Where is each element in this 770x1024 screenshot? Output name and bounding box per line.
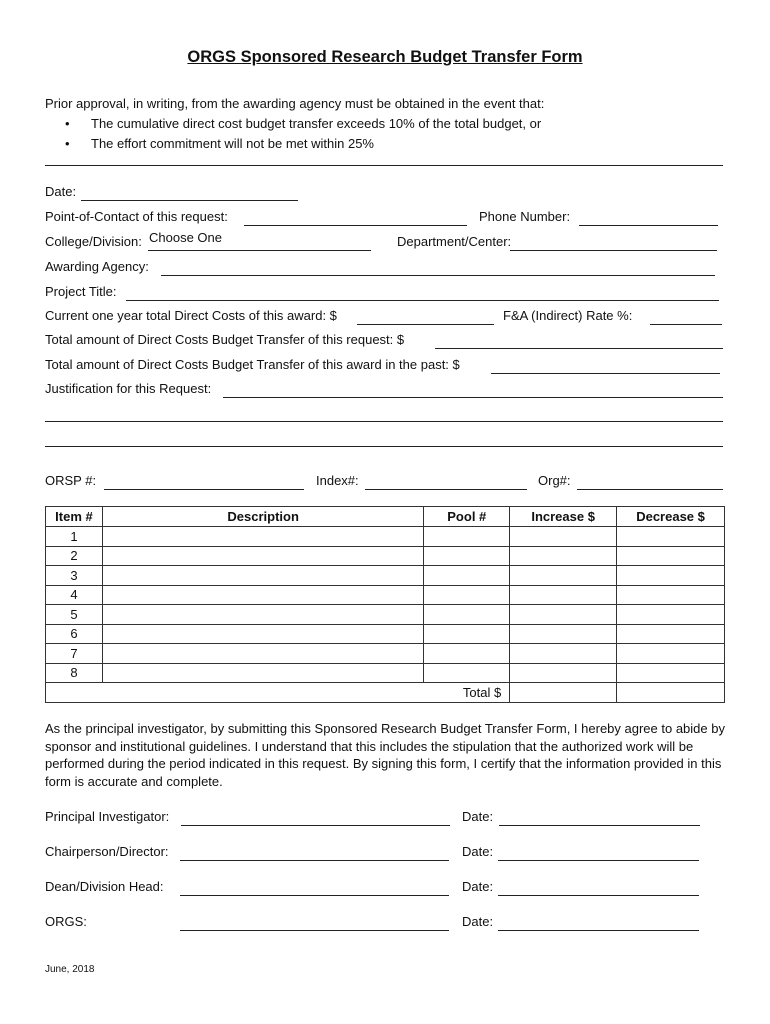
total-increase-cell[interactable] [510,683,617,703]
description-cell[interactable] [102,605,423,625]
signature-date-label: Date: [462,844,494,859]
orgs-date-field[interactable] [498,930,699,931]
signature-label: ORGS: [45,914,87,929]
department-field[interactable] [510,250,717,251]
pi-date-field[interactable] [499,825,700,826]
header-pool: Pool # [424,507,510,527]
org-field[interactable] [577,489,723,490]
budget-items-table [45,506,725,703]
description-cell[interactable] [102,566,423,586]
increase-cell[interactable] [510,624,617,644]
orgs-signature-field[interactable] [180,930,449,931]
transfer-request-label: Total amount of Direct Costs Budget Transfer of this request: $ [45,332,405,347]
table-row [46,644,725,664]
department-label: Department/Center: [397,234,512,249]
increase-cell[interactable] [510,527,617,547]
description-cell[interactable] [102,585,423,605]
footer-date: June, 2018 [45,964,95,975]
signature-label: Dean/Division Head: [45,879,164,894]
justification-field[interactable] [223,397,723,398]
phone-field[interactable] [579,225,718,226]
pool-cell[interactable] [424,546,510,566]
item-number: 6 [46,624,103,644]
orsp-label: ORSP #: [45,473,97,488]
transfer-past-label: Total amount of Direct Costs Budget Transfer of this award in the past: $ [45,357,460,372]
item-number: 4 [46,585,103,605]
item-number: 3 [46,566,103,586]
table-total-row [46,683,725,703]
total-label: Total $ [46,683,510,703]
total-decrease-cell[interactable] [617,683,725,703]
item-number: 8 [46,663,103,683]
item-number: 2 [46,546,103,566]
agency-label: Awarding Agency: [45,259,149,274]
item-number: 7 [46,644,103,664]
decrease-cell[interactable] [617,663,725,683]
signature-row [45,809,725,829]
bullet-item [65,114,541,134]
decrease-cell[interactable] [617,605,725,625]
pool-cell[interactable] [424,605,510,625]
project-label: Project Title: [45,284,117,299]
dean-date-field[interactable] [498,895,699,896]
signature-date-label: Date: [462,879,494,894]
table-row [46,663,725,683]
decrease-cell[interactable] [617,546,725,566]
transfer-past-row [45,357,725,377]
decrease-cell[interactable] [617,566,725,586]
agency-row [45,259,725,279]
item-number: 5 [46,605,103,625]
header-description: Description [102,507,423,527]
decrease-cell[interactable] [617,585,725,605]
description-cell[interactable] [102,644,423,664]
justification-line-3[interactable] [45,446,723,447]
bullet-icon: • [65,136,70,151]
college-field-line [148,250,371,251]
table-header-row [46,507,725,527]
pi-signature-field[interactable] [181,825,450,826]
transfer-past-field[interactable] [491,373,720,374]
header-item: Item # [46,507,103,527]
decrease-cell[interactable] [617,644,725,664]
college-row [45,230,725,254]
direct-costs-label: Current one year total Direct Costs of this award: $ [45,308,337,323]
pool-cell[interactable] [424,663,510,683]
signature-row [45,844,725,864]
table-row [46,624,725,644]
description-cell[interactable] [102,624,423,644]
pool-cell[interactable] [424,644,510,664]
pool-cell[interactable] [424,585,510,605]
account-row [45,473,725,493]
decrease-cell[interactable] [617,527,725,547]
chair-date-field[interactable] [498,860,699,861]
fa-rate-label: F&A (Indirect) Rate %: [503,308,633,323]
decrease-cell[interactable] [617,624,725,644]
justification-row [45,381,725,401]
header-decrease: Decrease $ [617,507,725,527]
bullet-icon: • [65,116,70,131]
dean-signature-field[interactable] [180,895,449,896]
bullet-text: The effort commitment will not be met within 25% [91,136,374,151]
direct-costs-row [45,308,725,328]
item-number: 1 [46,527,103,547]
header-increase: Increase $ [510,507,617,527]
phone-label: Phone Number: [479,209,571,224]
increase-cell[interactable] [510,663,617,683]
description-cell[interactable] [102,663,423,683]
pool-cell[interactable] [424,624,510,644]
poc-label: Point-of-Contact of this request: [45,209,228,224]
justification-label: Justification for this Request: [45,381,212,396]
pool-cell[interactable] [424,527,510,547]
signature-date-label: Date: [462,809,494,824]
date-row [45,184,725,204]
table-row [46,527,725,547]
poc-row [45,209,725,229]
table-row [46,546,725,566]
orsp-field[interactable] [104,489,304,490]
form-title-text: ORGS Sponsored Research Budget Transfer Form [187,48,583,66]
poc-field[interactable] [244,225,467,226]
index-label: Index#: [316,473,359,488]
increase-cell[interactable] [510,605,617,625]
index-field[interactable] [365,489,527,490]
bullet-item [65,134,374,154]
increase-cell[interactable] [510,566,617,586]
section-divider [45,165,723,166]
signature-label: Principal Investigator: [45,809,170,824]
agreement-text: As the principal investigator, by submitting this Sponsored Research Budget Transfer Form, I hereby agree to abide by sponsor and institutional guidelines. I understand that this includes the stipulation that the authorized work will be performed during the period indicated in this request. By signing this form, I certify that the information provided in this form is accurate and complete. [45,721,725,789]
description-cell[interactable] [102,546,423,566]
signature-row [45,879,725,899]
justification-line-2[interactable] [45,421,723,422]
direct-costs-field[interactable] [357,324,494,325]
transfer-request-field[interactable] [435,348,723,349]
form-title [0,48,770,67]
increase-cell[interactable] [510,644,617,664]
college-select[interactable]: Choose One [149,230,222,245]
increase-cell[interactable] [510,546,617,566]
org-label: Org#: [538,473,571,488]
table-row [46,605,725,625]
chair-signature-field[interactable] [180,860,449,861]
table-row [46,566,725,586]
project-field[interactable] [126,300,719,301]
project-row [45,284,725,304]
college-label: College/Division: [45,234,142,249]
signature-row [45,914,725,934]
date-label: Date: [45,184,77,199]
date-field[interactable] [81,200,298,201]
transfer-request-row [45,332,725,352]
bullet-text: The cumulative direct cost budget transfer exceeds 10% of the total budget, or [91,116,542,131]
signature-date-label: Date: [462,914,494,929]
signature-label: Chairperson/Director: [45,844,169,859]
agency-field[interactable] [161,275,715,276]
intro-text: Prior approval, in writing, from the awarding agency must be obtained in the event that: [45,96,545,111]
increase-cell[interactable] [510,585,617,605]
description-cell[interactable] [102,527,423,547]
fa-rate-field[interactable] [650,324,722,325]
table-row [46,585,725,605]
pool-cell[interactable] [424,566,510,586]
